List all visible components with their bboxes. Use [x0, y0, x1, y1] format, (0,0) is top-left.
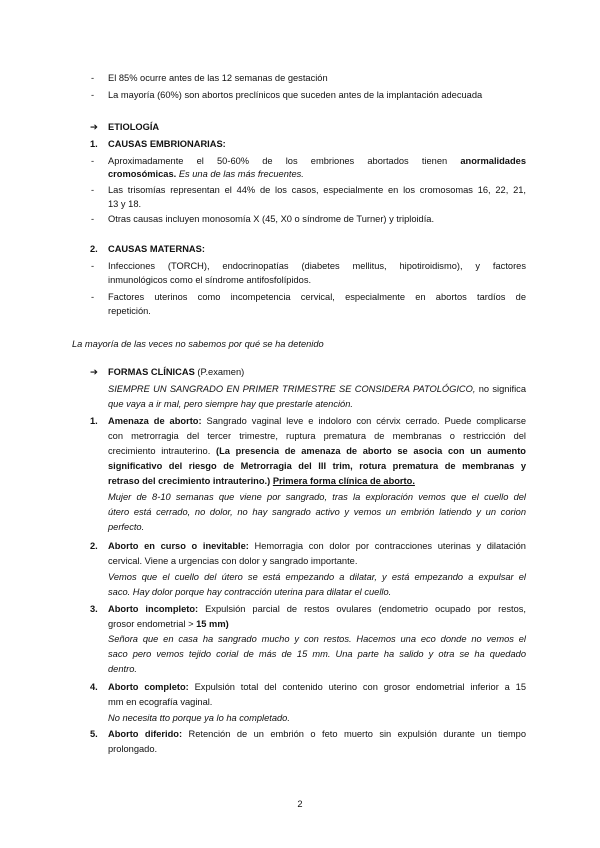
paragraph-line: Las trisomías representan el 44% de los casos, especialmente en los cromosomas 16, 22, 21, — [108, 185, 526, 195]
paragraph-line: prolongado. — [108, 744, 158, 754]
paragraph-line: Aborto completo: Expulsión total del contenido uterino con grosor endometrial inferior a 15 — [108, 682, 527, 692]
dash-bullet: - — [91, 185, 95, 195]
paragraph-line: repetición. — [108, 306, 151, 316]
list-number: 1. — [90, 416, 98, 426]
list-number: 2. — [90, 244, 98, 254]
intro-line-2: La mayoría (60%) son abortos preclínicos que suceden antes de la implantación adecuada — [108, 90, 483, 100]
paragraph-line: Aborto en curso o inevitable: Hemorragia con dolor por contracciones uterinas y dilatación — [108, 541, 526, 551]
arrow-icon: ➔ — [90, 122, 98, 132]
paragraph-line: con metrorragia del tercer trimestre, ruptura prematura de membranas o restricción del — [108, 431, 526, 441]
case-line: perfecto. — [108, 522, 145, 532]
list-number: 1. — [90, 139, 98, 149]
note-line: La mayoría de las veces no sabemos por qué se ha detenido — [72, 339, 324, 349]
arrow-icon: ➔ — [90, 367, 98, 377]
case-line: Mujer de 8-10 semanas que viene por sangrado, tras la exploración vemos que el cuello del — [108, 492, 526, 502]
paragraph-line: cervical. Viene a urgencias con dolor y sangrado importante. — [108, 556, 358, 566]
paragraph-line: significativo del riesgo de Metrorragia del III trim, rotura prematura de membranas y — [108, 461, 526, 471]
paragraph-line: mm en ecografía vaginal. — [108, 697, 213, 707]
case-line: Vemos que el cuello del útero se está empezando a dilatar, y está empezando a expulsar el — [108, 572, 526, 582]
paragraph-line: inmunológicos como el síndrome antifosfolípidos. — [108, 275, 312, 285]
dash-bullet: - — [91, 261, 95, 271]
case-line: saco pero vemos tejido corial de más de 15 mm. Una parte ha salido y otra se ha quedado — [108, 649, 526, 659]
dash-bullet: - — [91, 292, 95, 302]
subsection-title-maternas: CAUSAS MATERNAS: — [108, 244, 205, 254]
list-number: 4. — [90, 682, 98, 692]
case-line: Señora que en casa ha sangrado mucho y con restos. Hacemos una eco donde no vemos el — [108, 634, 526, 644]
subsection-title-embrionarias: CAUSAS EMBRIONARIAS: — [108, 139, 226, 149]
list-number: 5. — [90, 729, 98, 739]
list-number: 2. — [90, 541, 98, 551]
paragraph-line: crecimiento intrauterino. (La presencia de amenaza de aborto se asocia con un aumento — [108, 446, 526, 456]
dash-bullet: - — [91, 90, 95, 100]
dash-bullet: - — [91, 214, 95, 224]
paragraph-line: Amenaza de aborto: Sangrado vaginal leve e indoloro con cérvix cerrado. Puede complicarse — [108, 416, 526, 426]
paragraph-line: Otras causas incluyen monosomía X (45, X0 o síndrome de Turner) y triploidía. — [108, 214, 435, 224]
paragraph-line: Infecciones (TORCH), endocrinopatías (diabetes mellitus, hipotiroidismo), y factores — [108, 261, 526, 271]
paragraph-line: Aproximadamente el 50-60% de los embriones abortados tienen anormalidades — [108, 156, 526, 166]
section-title-etiologia: ETIOLOGÍA — [108, 122, 160, 132]
case-line: No necesita tto porque ya lo ha completado. — [108, 713, 290, 723]
paragraph-line: grosor endometrial > 15 mm) — [108, 619, 229, 629]
paragraph-line: cromosómicas. Es una de las más frecuentes. — [108, 169, 304, 179]
dash-bullet: - — [91, 156, 95, 166]
paragraph-line: SIEMPRE UN SANGRADO EN PRIMER TRIMESTRE SE CONSIDERA PATOLÓGICO, no significa — [108, 384, 526, 394]
case-line: útero está cerrado, no dolor, no hay sangrado activo y vemos un embrión latiendo y un corion — [108, 507, 526, 517]
paragraph-line: que vaya a ir mal, pero siempre hay que prestarle atención. — [108, 399, 353, 409]
case-line: saco. Hay dolor porque hay contracción uterina para dilatar el cuello. — [108, 587, 392, 597]
paragraph-line: Aborto incompleto: Expulsión parcial de restos ovulares (endometrio ocupado por restos, — [108, 604, 526, 614]
case-line: dentro. — [108, 664, 137, 674]
paragraph-line: Aborto diferido: Retención de un embrión o feto muerto sin expulsión durante un tiempo — [108, 729, 526, 739]
paragraph-line: Factores uterinos como incompetencia cervical, especialmente en abortos tardíos de — [108, 292, 526, 302]
list-number: 3. — [90, 604, 98, 614]
paragraph-line: retraso del crecimiento intrauterino.) Primera forma clínica de aborto. — [108, 476, 415, 486]
dash-bullet: - — [91, 73, 95, 83]
paragraph-line: 13 y 18. — [108, 199, 142, 209]
intro-line-1: El 85% ocurre antes de las 12 semanas de gestación — [108, 73, 328, 83]
section-title-formas: FORMAS CLÍNICAS (P.examen) — [108, 367, 245, 377]
page-number: 2 — [297, 799, 303, 809]
